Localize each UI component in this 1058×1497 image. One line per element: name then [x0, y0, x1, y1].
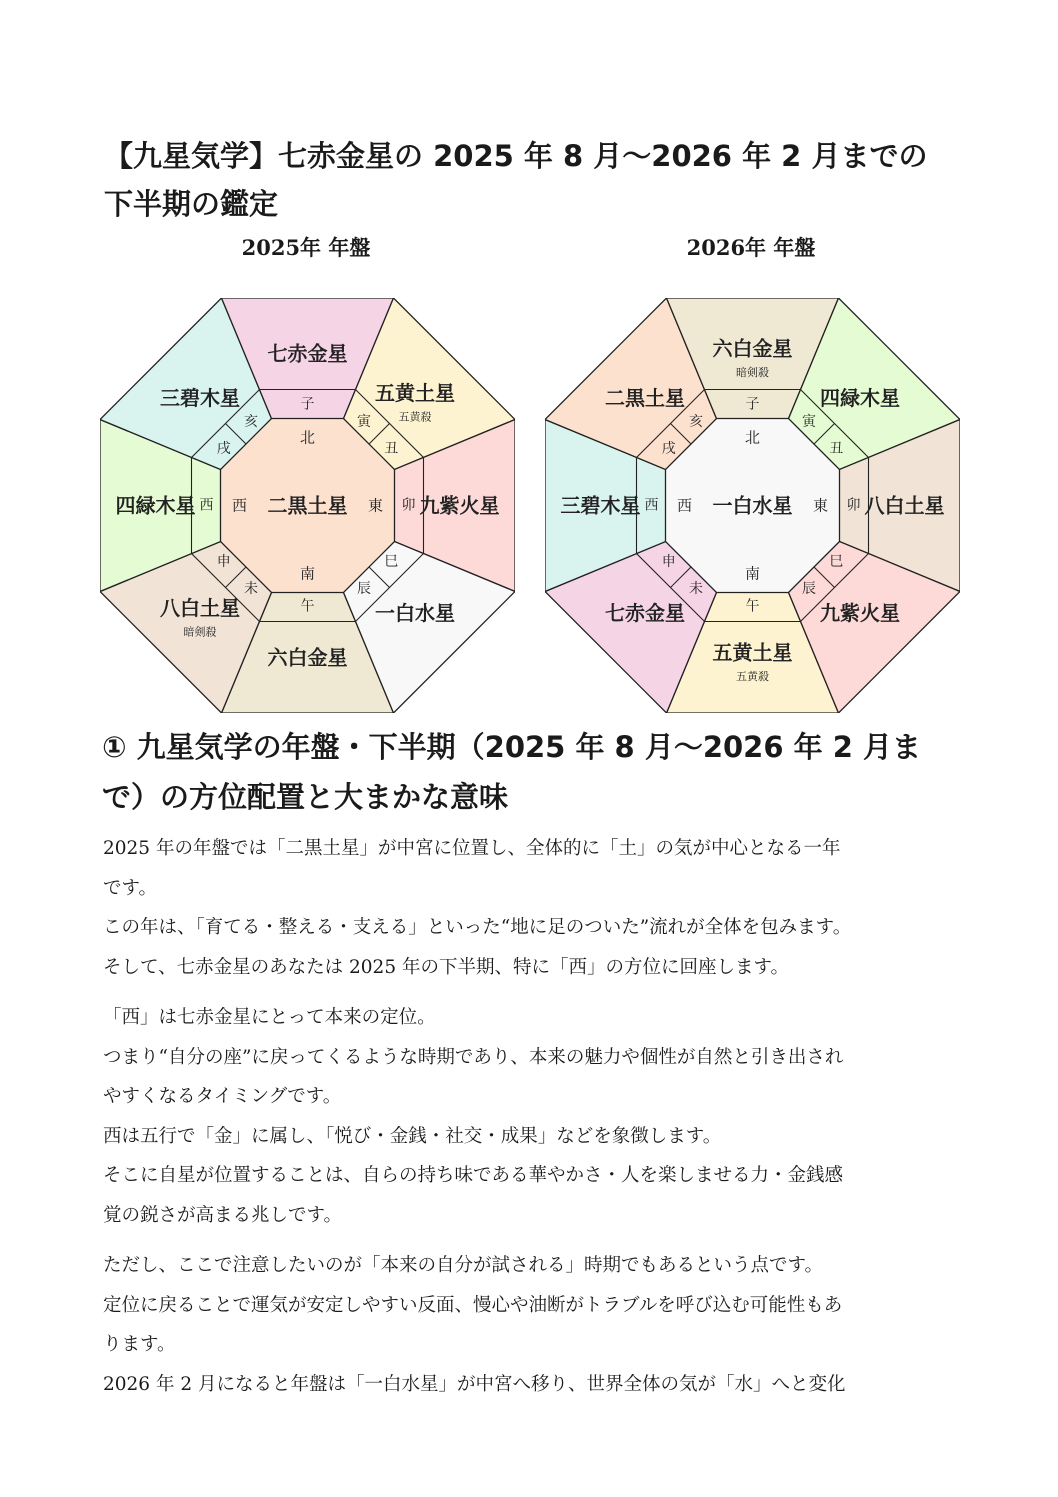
sector-star-name: 五黄土星	[712, 640, 793, 665]
board-label-2025: 2025年 年盤	[241, 235, 371, 260]
zodiac-sign: 子	[745, 396, 760, 413]
sector-note: 暗剣殺	[183, 625, 217, 639]
direction-label-w: 西	[231, 496, 248, 515]
zodiac-sign: 巳	[384, 553, 399, 570]
sector-star-name: 七赤金星	[605, 600, 686, 625]
body-line: 「西」は七赤金星にとって本来の定位。	[103, 1007, 436, 1028]
sector-star-name: 四緑木星	[819, 386, 900, 411]
body-line: ただし、ここで注意したいのが「本来の自分が試される」時期でもあるという点です。	[103, 1255, 824, 1276]
zodiac-sign: 戌	[216, 441, 231, 458]
sector-note: 五黄殺	[736, 670, 769, 683]
zodiac-sign: 戌	[661, 441, 676, 458]
zodiac-sign: 丑	[384, 441, 399, 458]
body-line: そして、七赤金星のあなたは 2025 年の下半期、特に「西」の方位に回座します。	[103, 956, 789, 978]
body-line: この年は、「育てる・整える・支える」といった“地に足のついた”流れが全体を包みます。	[103, 917, 852, 938]
direction-label-n: 北	[744, 428, 761, 447]
body-line: 定位に戻ることで運気が安定しやすい反面、慢心や油断がトラブルを呼び込む可能性もあ	[103, 1294, 843, 1316]
body-line: やすくなるタイミングです。	[103, 1086, 342, 1107]
sector-note: 暗剣殺	[736, 366, 769, 379]
sector-star-name: 六白金星	[267, 645, 348, 670]
sector-star-name: 八白土星	[160, 595, 241, 620]
sector-star-name: 四緑木星	[115, 493, 196, 518]
sector-note: 五黄殺	[398, 410, 432, 424]
sector-star-name: 七赤金星	[267, 341, 348, 366]
sector-star-name: 二黒土星	[605, 386, 686, 411]
zodiac-sign: 午	[745, 598, 760, 615]
zodiac-sign: 西	[644, 497, 659, 514]
center-star-name: 一白水星	[712, 493, 793, 518]
direction-label-s: 南	[744, 564, 761, 583]
sector-star-name: 八白土星	[864, 493, 945, 518]
body-line: ります。	[103, 1334, 176, 1355]
zodiac-sign: 申	[216, 553, 231, 570]
zodiac-sign: 亥	[244, 413, 259, 430]
body-line: 2025 年の年盤では「二黒土星」が中宮に位置し、全体的に「土」の気が中心となる一年	[103, 838, 841, 859]
body-line: つまり“自分の座”に戻ってくるような時期であり、本来の魅力や個性が自然と引き出され	[103, 1046, 844, 1068]
title-line-1: 【九星気学】七赤金星の 2025 年 8 月〜2026 年 2 月までの	[104, 139, 928, 173]
zodiac-sign: 卯	[401, 497, 416, 514]
sector-star-name: 九紫火星	[819, 600, 900, 625]
zodiac-sign: 未	[244, 581, 259, 598]
direction-label-s: 南	[299, 564, 316, 583]
zodiac-sign: 辰	[801, 581, 816, 598]
zodiac-sign: 未	[689, 581, 704, 598]
body-line: 2026 年 2 月になると年盤は「一白水星」が中宮へ移り、世界全体の気が「水」へと変化	[103, 1373, 846, 1395]
sector-star-name: 三碧木星	[160, 386, 241, 411]
section-heading	[102, 722, 962, 822]
zodiac-sign: 巳	[829, 553, 844, 570]
sector-star-name: 五黄土星	[374, 381, 455, 406]
sector-star-name: 九紫火星	[419, 493, 500, 518]
zodiac-sign: 午	[300, 598, 315, 615]
body-line: 西は五行で「金」に属し、「悦び・金銭・社交・成果」などを象徴します。	[103, 1125, 722, 1147]
nine-star-board-2026	[545, 298, 960, 713]
section-heading-line-1: ① 九星気学の年盤・下半期（2025 年 8 月〜2026 年 2 月ま	[102, 730, 922, 764]
nine-star-board-2025	[100, 298, 515, 713]
zodiac-sign: 亥	[689, 413, 704, 430]
zodiac-sign: 辰	[356, 581, 371, 598]
document-title	[104, 132, 964, 228]
body-text	[103, 829, 973, 1404]
zodiac-sign: 申	[661, 553, 676, 570]
zodiac-sign: 丑	[829, 441, 844, 458]
direction-label-w: 西	[676, 496, 693, 515]
section-heading-line-2: で）の方位配置と大まかな意味	[102, 780, 509, 814]
direction-label-e: 東	[812, 496, 829, 515]
body-line: そこに自星が位置することは、自らの持ち味である華やかさ・人を楽しませる力・金銭感	[103, 1165, 844, 1186]
zodiac-sign: 卯	[846, 497, 861, 514]
direction-label-e: 東	[367, 496, 384, 515]
sector-star-name: 三碧木星	[560, 493, 641, 518]
sector-star-name: 一白水星	[374, 600, 455, 625]
zodiac-sign: 寅	[356, 413, 371, 430]
body-line: 覚の鋭さが高まる兆しです。	[103, 1204, 343, 1226]
body-line: です。	[103, 877, 158, 899]
zodiac-sign: 寅	[801, 413, 816, 430]
zodiac-sign: 西	[199, 497, 214, 514]
sector-star-name: 六白金星	[712, 336, 793, 361]
direction-label-n: 北	[299, 428, 316, 447]
board-label-2026: 2026年 年盤	[686, 235, 816, 260]
title-line-2: 下半期の鑑定	[104, 187, 279, 221]
center-star-name: 二黒土星	[267, 493, 348, 518]
zodiac-sign: 子	[300, 396, 315, 413]
